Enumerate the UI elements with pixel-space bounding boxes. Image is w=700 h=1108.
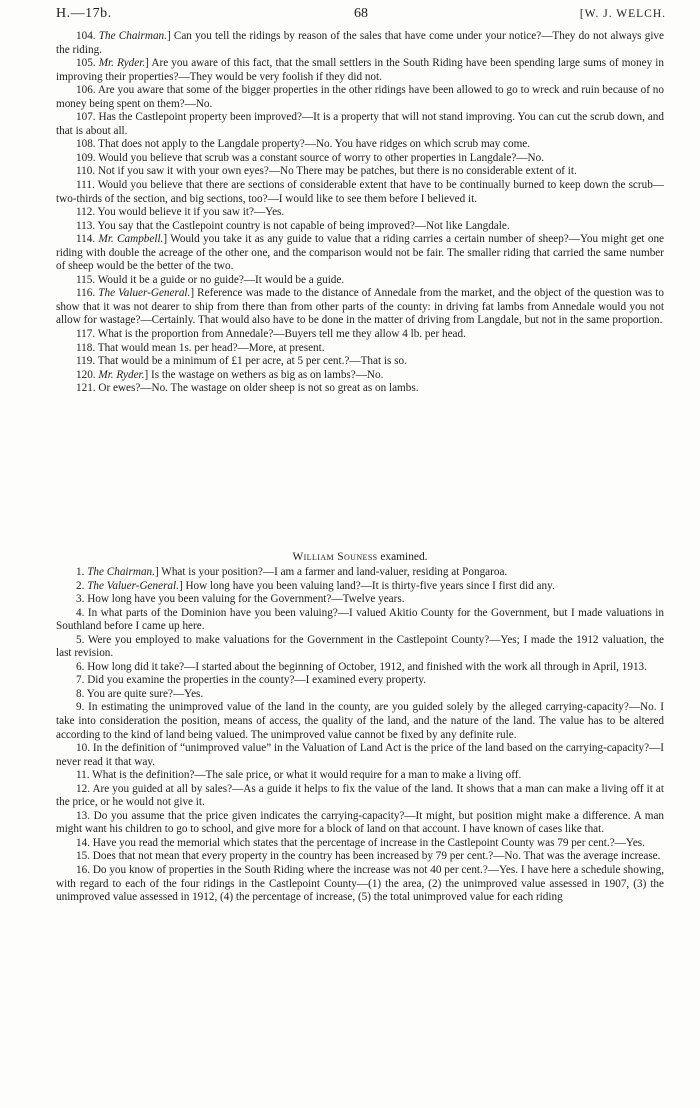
paragraph: 104. The Chairman.] Can you tell the ridings by reason of the sales that have come under your notice?—They do not always give the riding.: [56, 30, 664, 56]
evidence-section-2: [56, 566, 664, 905]
paragraph: 8. You are quite sure?—Yes.: [76, 687, 204, 700]
paragraph: 11. What is the definition?—The sale price, or what it would require for a man to make a living off.: [76, 769, 522, 782]
paragraph: 110. Not if you saw it with your own eyes?—No There may be patches, but there is no considerable extent of it.: [76, 165, 577, 178]
paragraph: 14. Have you read the memorial which states that the percentage of increase in the Castlepoint County was 79 per cent.?—Yes.: [76, 836, 645, 849]
paragraph: 109. Would you believe that scrub was a constant source of worry to other properties in Langdale?—No.: [76, 151, 545, 164]
paragraph: 106. Are you aware that some of the bigger properties in the other ridings have been allowed to go to wreck and ruin because of no money being spent on them?—No.: [56, 84, 664, 110]
section-heading: William Souness examined.: [292, 551, 428, 563]
paragraph: 6. How long did it take?—I started about the beginning of October, 1912, and finished with the work all through in April, 1913.: [76, 660, 647, 673]
paragraph: 116. The Valuer-General.] Reference was made to the distance of Annedale from the market, and the object of the question was to show that it was not dearer to ship from there than from other parts of the county: in driving fat lambs from Annedale would you not allow for wastage?—Certainly. That would also have to be done in the matter of driving from Langdale, but not in the same proportion.: [56, 287, 665, 327]
witness-name: [W. J. WELCH.: [579, 8, 666, 20]
paragraph: 105. Mr. Ryder.] Are you aware of this fact, that the small settlers in the South Riding have been spending large sums of money in improving their properties?—They would be very foolish if they did not.: [56, 57, 665, 83]
page-number: 68: [354, 6, 368, 21]
evidence-section-1: [56, 30, 664, 396]
paragraph: 13. Do you assume that the price given indicates the carrying-capacity?—It might, but position might make a difference. A man might want his children to go to school, and give more for a block of land on that account. I have known of cases like that.: [56, 809, 664, 836]
paragraph: 3. How long have you been valuing for the Government?—Twelve years.: [76, 593, 405, 606]
paragraph: 114. Mr. Campbell.] Would you take it as any guide to value that a riding carries a certain number of sheep?—You might get one riding with double the acreage of the other one, and the comparison would not be fair. The smaller riding that carried the same number of sheep would be the better of the two.: [56, 233, 665, 273]
page-header: [56, 6, 666, 26]
paragraph: 107. Has the Castlepoint property been improved?—It is a property that will not stand improving. You can cut the scrub down, and that is about all.: [56, 111, 664, 137]
paragraph: 119. That would be a minimum of £1 per acre, at 5 per cent.?—That is so.: [76, 355, 407, 368]
paragraph: 108. That does not apply to the Langdale property?—No. You have ridges on which scrub may come.: [76, 138, 531, 151]
paragraph: 5. Were you employed to make valuations for the Government in the Castlepoint County?—Yes; I made the 1912 valuation, the last revision.: [56, 633, 664, 660]
paragraph: 113. You say that the Castlepoint country is not capable of being improved?—Not like Langdale.: [76, 219, 510, 232]
paragraph: 118. That would mean 1s. per head?—More, at present.: [76, 341, 325, 354]
paragraph: 10. In the definition of “unimproved value” in the Valuation of Land Act is the price of the land based on the carrying-capacity?—I never read it that way.: [56, 742, 664, 768]
paragraph: 15. Does that not mean that every property in the country has been increased by 79 per cent.?—No. That was the average increase.: [76, 850, 661, 863]
paragraph: 117. What is the proportion from Annedale?—Buyers tell me they allow 4 lb. per head.: [76, 328, 466, 341]
paragraph: 4. In what parts of the Dominion have you been valuing?—I valued Akitio County for the Government, but I made valuations in Southland before I came up here.: [56, 606, 664, 633]
paragraph: 12. Are you guided at all by sales?—As a guide it helps to fix the value of the land. It shows that a man can make a living off it at the price, or he would not give it.: [56, 782, 664, 809]
paragraph: 120. Mr. Ryder.] Is the wastage on wethers as big as on lambs?—No.: [76, 368, 384, 381]
paragraph: 112. You would believe it if you saw it?—Yes.: [76, 206, 285, 219]
paragraph: 16. Do you know of properties in the South Riding where the increase was not 40 per cent.?—Yes. I have here a schedule showing, with regard to each of the four ridings in the Castlepoint County—(1) the area, (2) the unimproved value assessed in 1907, (3) the unimproved value assessed in 1912, (4) the percentage of increase, (5) the total unimproved value for each riding: [56, 864, 664, 904]
paragraph: 9. In estimating the unimproved value of the land in the county, are you guided solely by the alleged carrying-capacity?—No. I take into consideration the position, means of access, the quality of the land, and the nature of the land. The value has to be altered according to the kind of land being valued. The unimproved value cannot be fixed by any definite rule.: [56, 701, 664, 741]
paragraph: 121. Or ewes?—No. The wastage on older sheep is not so great as on lambs.: [76, 382, 419, 395]
paper-reference: H.—17b.: [56, 6, 112, 21]
paragraph: 111. Would you believe that there are sections of considerable extent that have to be continually burned to keep down the scrub—two-thirds of the section, and big sections, too?—I would like to see them before I believed it.: [56, 179, 664, 205]
paragraph: 2. The Valuer-General.] How long have you been valuing land?—It is thirty-five years since I first did any.: [76, 579, 555, 592]
paragraph: 7. Did you examine the properties in the county?—I examined every property.: [76, 674, 427, 687]
paragraph: 115. Would it be a guide or no guide?—It would be a guide.: [76, 273, 345, 286]
paragraph: 1. The Chairman.] What is your position?—I am a farmer and land-valuer, residing at Pongaroa.: [76, 566, 508, 578]
